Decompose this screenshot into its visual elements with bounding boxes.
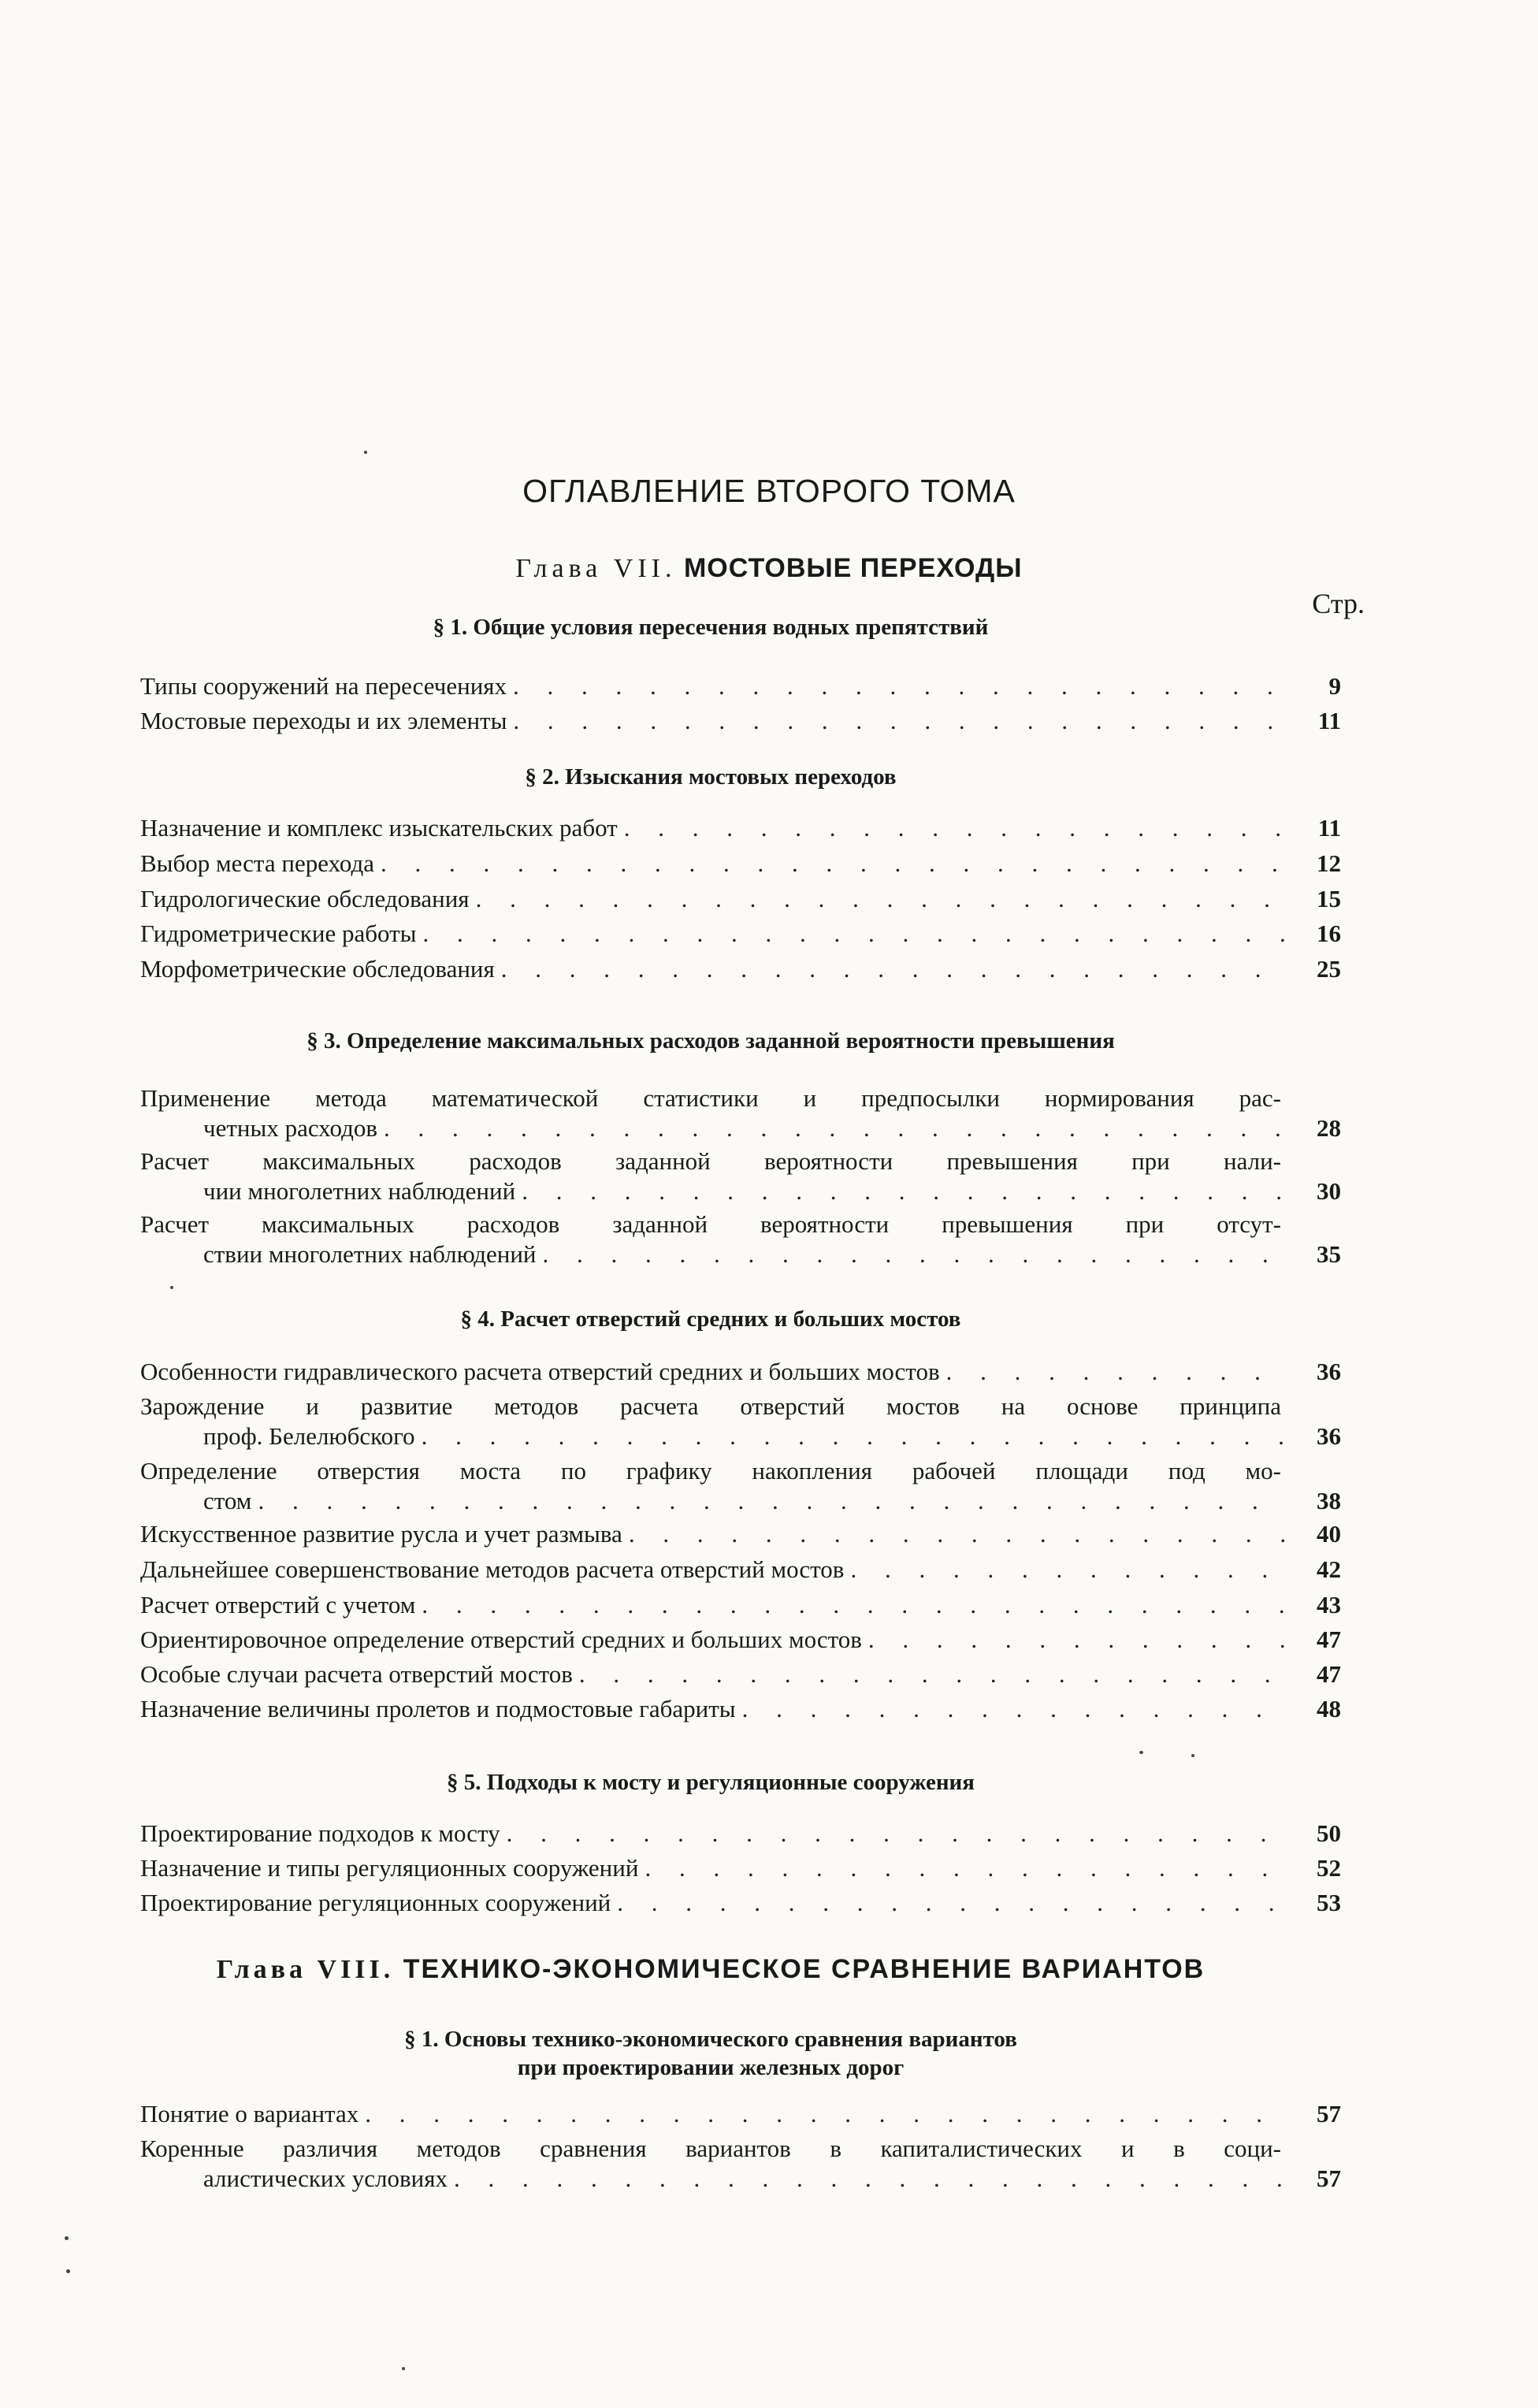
entry-text: Особенности гидравлического расчета отверстий средних и больших мостов xyxy=(140,1358,940,1385)
entry-page: 11 xyxy=(1317,814,1341,842)
scan-speck xyxy=(65,2236,69,2240)
leader-dots xyxy=(946,1357,1287,1387)
section-heading-line2: при проектировании железных дорог xyxy=(517,2055,905,2080)
leader-dots xyxy=(850,1555,1287,1585)
toc-entry[interactable] xyxy=(140,1555,1341,1585)
leader-dots xyxy=(507,1819,1287,1849)
entry-text: ствии многолетних наблюдений xyxy=(203,1240,537,1268)
section-heading-7-2: § 2. Изыскания мостовых переходов xyxy=(525,764,897,790)
scan-speck xyxy=(1191,1754,1194,1757)
entry-text: стом xyxy=(203,1487,252,1514)
entry-page: 57 xyxy=(1317,2100,1341,2127)
leader-dots xyxy=(617,1888,1287,1918)
entry-text: Выбор места перехода xyxy=(140,849,375,877)
entry-text: чии многолетних наблюдений xyxy=(203,1177,516,1205)
leader-dots xyxy=(384,1113,1287,1143)
entry-page: 15 xyxy=(1317,885,1341,912)
entry-page: 38 xyxy=(1317,1487,1341,1514)
entry-text: четных расходов xyxy=(203,1114,378,1142)
entry-text: Назначение величины пролетов и подмостовые габариты xyxy=(140,1695,736,1722)
page-title: ОГЛАВЛЕНИЕ ВТОРОГО ТОМА xyxy=(522,473,1016,509)
entry-text: Понятие о вариантах xyxy=(140,2100,359,2127)
entry-page: 40 xyxy=(1317,1520,1341,1548)
entry-text: Расчет отверстий с учетом xyxy=(140,1591,416,1618)
entry-text: Особые случаи расчета отверстий мостов xyxy=(140,1660,573,1688)
toc-entry[interactable] xyxy=(140,2099,1341,2129)
scan-speck xyxy=(66,2269,70,2273)
toc-entry[interactable] xyxy=(140,1519,1341,1549)
leader-dots xyxy=(381,849,1287,879)
entry-text: Дальнейшее совершенствование методов расчета отверстий мостов xyxy=(140,1555,845,1583)
entry-text: Искусственное развитие русла и учет размыва xyxy=(140,1520,622,1548)
scan-speck xyxy=(364,451,367,454)
toc-entry[interactable] xyxy=(140,1694,1341,1724)
leader-dots xyxy=(422,1421,1287,1451)
entry-text: Мостовые переходы и их элементы xyxy=(140,707,507,734)
leader-dots xyxy=(868,1625,1287,1655)
toc-entry[interactable] xyxy=(140,813,1341,843)
leader-dots xyxy=(454,2164,1287,2194)
leader-dots xyxy=(501,954,1287,984)
toc-entry[interactable] xyxy=(140,1146,1341,1206)
entry-page: 47 xyxy=(1317,1626,1341,1653)
entry-text: Морфометрические обследования xyxy=(140,955,495,983)
leader-dots xyxy=(579,1659,1287,1689)
chapter-7-name: МОСТОВЫЕ ПЕРЕХОДЫ xyxy=(683,553,1023,583)
entry-page: 16 xyxy=(1317,920,1341,947)
toc-entry[interactable] xyxy=(140,1659,1341,1689)
leader-dots xyxy=(513,706,1287,736)
entry-text: Гидрологические обследования xyxy=(140,885,470,912)
entry-page: 28 xyxy=(1317,1114,1341,1142)
entry-text: Проектирование подходов к мосту xyxy=(140,1819,500,1847)
leader-dots xyxy=(365,2099,1287,2129)
entry-text: проф. Белелюбского xyxy=(203,1422,415,1450)
leader-dots xyxy=(645,1853,1287,1883)
scan-speck xyxy=(402,2367,405,2370)
leader-dots xyxy=(422,919,1287,949)
leader-dots xyxy=(624,813,1287,843)
toc-entry[interactable] xyxy=(140,1357,1341,1387)
entry-text-line1: Расчет максимальных расходов заданной вероятности превышения при нали- xyxy=(140,1147,1281,1175)
leader-dots xyxy=(422,1590,1287,1620)
section-heading-7-4: § 4. Расчет отверстий средних и больших мостов xyxy=(460,1306,961,1332)
toc-entry[interactable] xyxy=(140,884,1341,914)
entry-page: 36 xyxy=(1317,1422,1341,1450)
toc-entry[interactable] xyxy=(140,919,1341,949)
toc-entry[interactable] xyxy=(140,1392,1341,1451)
chapter-7-heading xyxy=(0,553,1538,584)
entry-page: 9 xyxy=(1328,672,1341,700)
entry-page: 53 xyxy=(1317,1889,1341,1916)
toc-entry[interactable] xyxy=(140,954,1341,984)
section-heading-7-5: § 5. Подходы к мосту и регуляционные сооружения xyxy=(447,1770,975,1795)
entry-text-line1: Расчет максимальных расходов заданной вероятности превышения при отсут- xyxy=(140,1210,1281,1238)
scan-speck xyxy=(170,1286,173,1289)
entry-text: Типы сооружений на пересечениях xyxy=(140,672,507,700)
entry-text-line1: Определение отверстия моста по графику накопления рабочей площади под мо- xyxy=(140,1457,1281,1485)
leader-dots xyxy=(543,1239,1287,1269)
entry-text: Ориентировочное определение отверстий средних и больших мостов xyxy=(140,1626,862,1653)
entry-text-line1: Зарождение и развитие методов расчета отверстий мостов на основе принципа xyxy=(140,1392,1281,1420)
toc-entry[interactable] xyxy=(140,2134,1341,2194)
toc-entry[interactable] xyxy=(140,1853,1341,1883)
section-heading-8-1 xyxy=(140,2025,1281,2082)
chapter-8-label: Глава VIII. xyxy=(216,1955,395,1984)
toc-entry[interactable] xyxy=(140,1888,1341,1918)
entry-page: 12 xyxy=(1317,849,1341,877)
entry-page: 11 xyxy=(1317,707,1341,734)
leader-dots xyxy=(629,1519,1287,1549)
toc-entry[interactable] xyxy=(140,1456,1341,1516)
scan-speck xyxy=(1139,1751,1143,1754)
entry-text: Проектирование регуляционных сооружений xyxy=(140,1889,611,1916)
entry-page: 47 xyxy=(1317,1660,1341,1688)
entry-text: Назначение и комплекс изыскательских работ xyxy=(140,814,618,842)
entry-page: 30 xyxy=(1317,1177,1341,1205)
chapter-8-name: ТЕХНИКО-ЭКОНОМИЧЕСКОЕ СРАВНЕНИЕ ВАРИАНТОВ xyxy=(403,1954,1206,1984)
entry-page: 48 xyxy=(1317,1695,1341,1722)
toc-entry[interactable] xyxy=(140,1210,1341,1269)
entry-text-line1: Применение метода математической статистики и предпосылки нормирования рас- xyxy=(140,1084,1281,1112)
leader-dots xyxy=(258,1486,1287,1516)
entry-page: 50 xyxy=(1317,1819,1341,1847)
toc-entry[interactable] xyxy=(140,1083,1341,1143)
entry-text: Гидрометрические работы xyxy=(140,920,417,947)
entry-page: 36 xyxy=(1317,1358,1341,1385)
entry-page: 43 xyxy=(1317,1591,1341,1618)
page-column-label: Стр. xyxy=(1312,588,1365,619)
leader-dots xyxy=(476,884,1287,914)
leader-dots xyxy=(742,1694,1287,1724)
entry-page: 35 xyxy=(1317,1240,1341,1268)
entry-text: Назначение и типы регуляционных сооружений xyxy=(140,1854,639,1882)
toc-entry[interactable] xyxy=(140,706,1341,736)
leader-dots xyxy=(513,671,1287,701)
toc-entry[interactable] xyxy=(140,849,1341,879)
toc-entry[interactable] xyxy=(140,671,1341,701)
chapter-8-heading xyxy=(140,1954,1281,1985)
toc-entry[interactable] xyxy=(140,1819,1341,1849)
toc-entry[interactable] xyxy=(140,1625,1341,1655)
section-heading-line1: § 1. Основы технико-экономического сравнения вариантов xyxy=(404,2027,1017,2052)
section-heading-7-3: § 3. Определение максимальных расходов заданной вероятности превышения xyxy=(306,1028,1115,1054)
entry-page: 52 xyxy=(1317,1854,1341,1882)
leader-dots xyxy=(522,1176,1287,1206)
entry-page: 25 xyxy=(1317,955,1341,983)
chapter-7-label: Глава VII. xyxy=(515,554,677,583)
entry-text-line1: Коренные различия методов сравнения вариантов в капиталистических и в соци- xyxy=(140,2135,1281,2162)
toc-entry[interactable] xyxy=(140,1590,1341,1620)
entry-page: 42 xyxy=(1317,1555,1341,1583)
entry-page: 57 xyxy=(1317,2165,1341,2192)
section-heading-7-1: § 1. Общие условия пересечения водных препятствий xyxy=(433,615,989,640)
entry-text: алистических условиях xyxy=(203,2165,448,2192)
